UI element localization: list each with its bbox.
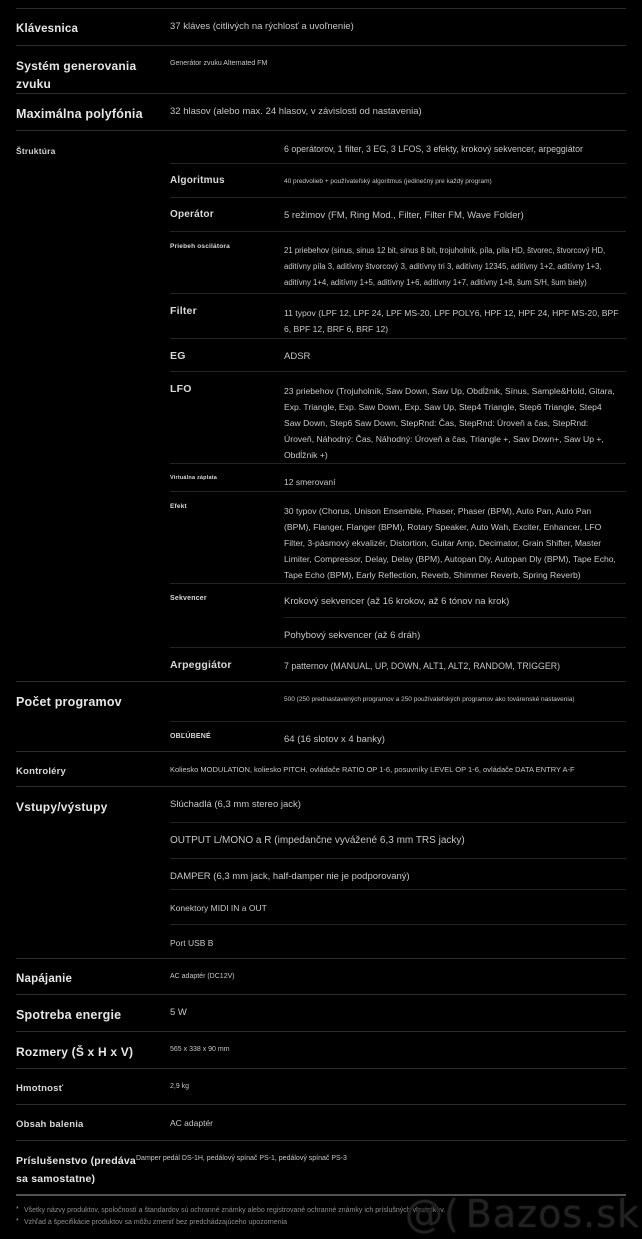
entry-name: Sekvencer	[170, 595, 207, 602]
entry-value: 23 priebehov (Trojuholník, Saw Down, Saw Up, Obdĺžnik, Sínus, Sample&Hold, Gitara, Exp. Triangle, Exp. Saw Down, Exp. Saw Up, Step4 Triangle, Step6 Triangle, Step4 Saw Down, Step6 Saw Down, StepRnd: Čas, StepRnd: Úroveň a čas, StepRnd: Úroveň, Náhodný: Čas, Náhodný: Úroveň a čas, Triangle +, Saw Down+, Saw Up +, Obdĺžnik +)	[284, 386, 615, 460]
asterisk: *	[16, 1206, 19, 1213]
footer	[16, 1192, 640, 1239]
section-label: Vstupy/výstupy	[16, 800, 108, 814]
section-label: Štruktúra	[16, 146, 56, 156]
entry-value: 12 smerovaní	[284, 477, 336, 487]
footnote-text: Všetky názvy produktov, spoločností a štandardov sú ochranné známky alebo registrované ochranné známky ich príslušných vlastníkov.	[24, 1207, 446, 1214]
spec-entry	[170, 46, 626, 82]
entry-value: AC adaptér (DC12V)	[170, 973, 235, 980]
spec-entry	[170, 1069, 626, 1104]
entry-name	[170, 617, 284, 647]
spec-entry	[170, 131, 626, 163]
spec-entry	[170, 293, 626, 338]
entry-value: Krokový sekvencer (až 16 krokov, až 6 tónov na krok)	[284, 596, 510, 607]
spec-entry	[170, 491, 626, 583]
entry-value: AC adaptér	[170, 1118, 213, 1128]
spec-entry	[170, 338, 626, 371]
entry-value: OUTPUT L/MONO a R (impedančne vyvážené 6,3 mm TRS jacky)	[170, 835, 465, 846]
entry-name: Operátor	[170, 209, 214, 220]
spec-section-accessories	[16, 1140, 626, 1194]
entry-value: Damper pedál DS-1H, pedálový spínač PS-1, pedálový spínač PS-3	[136, 1155, 347, 1162]
entry-name: Efekt	[170, 503, 187, 510]
spec-section-power	[16, 958, 626, 994]
bazos-watermark	[405, 1192, 640, 1236]
entry-value: Koliesko MODULATION, koliesko PITCH, ovládače RATIO OP 1-6, posuvníky LEVEL OP 1-6, ovládače DATA ENTRY A-F	[170, 765, 575, 774]
entry-name: Algoritmus	[170, 175, 225, 186]
spec-section-package	[16, 1104, 626, 1140]
spec-section-sound-system	[16, 45, 626, 93]
entry-value: 21 priebehov (sinus, sinus 12 bit, sinus 8 bit, trojuholník, píla, píla HD, štvorec, štvorcový HD, aditívny píla 3, aditívny štvorcový 3, aditívny tri 3, aditívny 12345, aditívny 1+2, aditívny 1+3, aditívny 1+4, aditívny 1+5, aditívny 1+6, aditívny 1+7, aditívny 1+8, šum S/H, šum biely)	[284, 246, 606, 287]
section-label: Maximálna polyfónia	[16, 107, 143, 121]
spec-entry	[170, 371, 626, 463]
spec-entry	[170, 231, 626, 293]
entry-value: 30 typov (Chorus, Unison Ensemble, Phaser, Phaser (BPM), Auto Pan, Auto Pan (BPM), Flanger, Flanger (BPM), Rotary Speaker, Auto Wah, Exciter, Enhancer, LFO Filter, 3-pásmový ekvalizér, Distortion, Guitar Amp, Decimator, Grain Shifter, Master Limiter, Compressor, Delay, Delay (BPM), Autopan Dly, Autopan Dly (BPM), Tape Echo, Tape Echo (BPM), Early Reflection, Reverb, Shimmer Reverb, Spring Reverb)	[284, 506, 616, 580]
section-label: Rozmery (Š x H x V)	[16, 1045, 134, 1059]
entry-value: Pohybový sekvencer (až 6 dráh)	[284, 617, 626, 647]
spec-entry	[170, 787, 626, 822]
spec-section-structure	[16, 130, 626, 681]
entry-value: Slúchadlá (6,3 mm stereo jack)	[170, 799, 301, 810]
section-label: Napájanie	[16, 973, 73, 985]
spec-section-io	[16, 786, 626, 958]
section-label: Obsah balenia	[16, 1119, 84, 1130]
entry-name: Filter	[170, 305, 197, 317]
spec-entry	[170, 647, 626, 681]
spec-entry	[170, 463, 626, 491]
entry-name	[170, 131, 284, 163]
entry-value: 32 hlasov (alebo max. 24 hlasov, v závislosti od nastavenia)	[170, 106, 422, 117]
entry-value: Konektory MIDI IN a OUT	[170, 903, 267, 913]
entry-value: 5 režimov (FM, Ring Mod., Filter, Filter FM, Wave Folder)	[284, 210, 524, 221]
watermark-text: Bazos.sk	[465, 1192, 640, 1236]
spec-entry	[170, 1105, 626, 1140]
section-label: Hmotnosť	[16, 1083, 64, 1094]
spec-section-consumption	[16, 994, 626, 1031]
spec-entry	[170, 163, 626, 197]
spec-section-controllers	[16, 751, 626, 786]
spec-entry	[170, 752, 626, 786]
entry-value: Port USB B	[170, 938, 214, 948]
spec-entry	[170, 583, 626, 617]
asterisk: *	[16, 1218, 19, 1225]
spec-entry	[170, 858, 626, 889]
entry-value: 40 predvolieb + používateľský algoritmus (jedinečný pre každý program)	[284, 178, 492, 185]
entry-value: 64 (16 slotov x 4 banky)	[284, 734, 385, 745]
section-label: Kontroléry	[16, 766, 67, 777]
entry-name: Priebeh oscilátora	[170, 243, 230, 250]
entry-value: ADSR	[284, 351, 311, 362]
spec-entry	[170, 959, 626, 994]
entry-value: 37 kláves (citlivých na rýchlosť a uvoľnenie)	[170, 21, 354, 32]
entry-name: LFO	[170, 383, 192, 395]
entry-value: 500 (250 prednastavených programov a 250 používateľských programov ako továrenské nastavenia)	[284, 696, 575, 703]
spec-entry	[170, 94, 626, 130]
spec-entry	[170, 924, 626, 958]
entry-value: 565 x 338 x 90 mm	[170, 1046, 230, 1053]
entry-name: Virtuálna záplata	[170, 475, 218, 481]
section-label: Spotreba energie	[16, 1008, 122, 1022]
entry-name: OBĽÚBENÉ	[170, 733, 211, 740]
entry-value: 6 operátorov, 1 filter, 3 EG, 3 LFOS, 3 efekty, krokový sekvencer, arpeggiátor	[284, 144, 583, 154]
spec-section-keyboard	[16, 8, 626, 45]
spec-entry	[170, 9, 626, 45]
entry-value: 7 patternov (MANUAL, UP, DOWN, ALT1, ALT2, RANDOM, TRIGGER)	[284, 661, 561, 671]
spec-entry	[170, 682, 626, 721]
section-label: Počet programov	[16, 695, 122, 709]
bazos-logo-icon: @(	[404, 1192, 460, 1236]
spec-entry	[170, 995, 626, 1031]
spec-entry	[170, 889, 626, 924]
section-label: Systém generovania zvuku	[16, 59, 137, 91]
section-label: Klávesnica	[16, 23, 79, 35]
entry-name	[170, 682, 284, 721]
spec-section-polyphony	[16, 93, 626, 130]
entry-value: 11 typov (LPF 12, LPF 24, LPF MS-20, LPF POLY6, HPF 12, HPF 24, HPF MS-20, BPF 6, BPF 12, BRF 6, BRF 12)	[284, 308, 619, 334]
spec-entry	[170, 617, 626, 647]
spec-entry	[136, 1141, 626, 1194]
entry-value: DAMPER (6,3 mm jack, half-damper nie je podporovaný)	[170, 871, 410, 882]
entry-value: 5 W	[170, 1007, 187, 1018]
section-label: Príslušenstvo (predáva sa samostatne)	[16, 1155, 136, 1185]
spec-section-programs	[16, 681, 626, 751]
entry-value: 2,9 kg	[170, 1083, 190, 1090]
footnote-text: Vzhľad a špecifikácie produktov sa môžu zmeniť bez predchádzajúceho upozornenia	[24, 1219, 288, 1226]
spec-entry	[170, 197, 626, 231]
spec-entry	[170, 721, 626, 751]
entry-value: Generátor zvuku Alternated FM	[170, 60, 268, 67]
spec-entry	[170, 1032, 626, 1068]
entry-name: EG	[170, 350, 186, 362]
entry-name: Arpeggiátor	[170, 659, 232, 671]
spec-section-dimensions	[16, 1031, 626, 1068]
spec-entry	[170, 822, 626, 858]
spec-section-weight	[16, 1068, 626, 1104]
